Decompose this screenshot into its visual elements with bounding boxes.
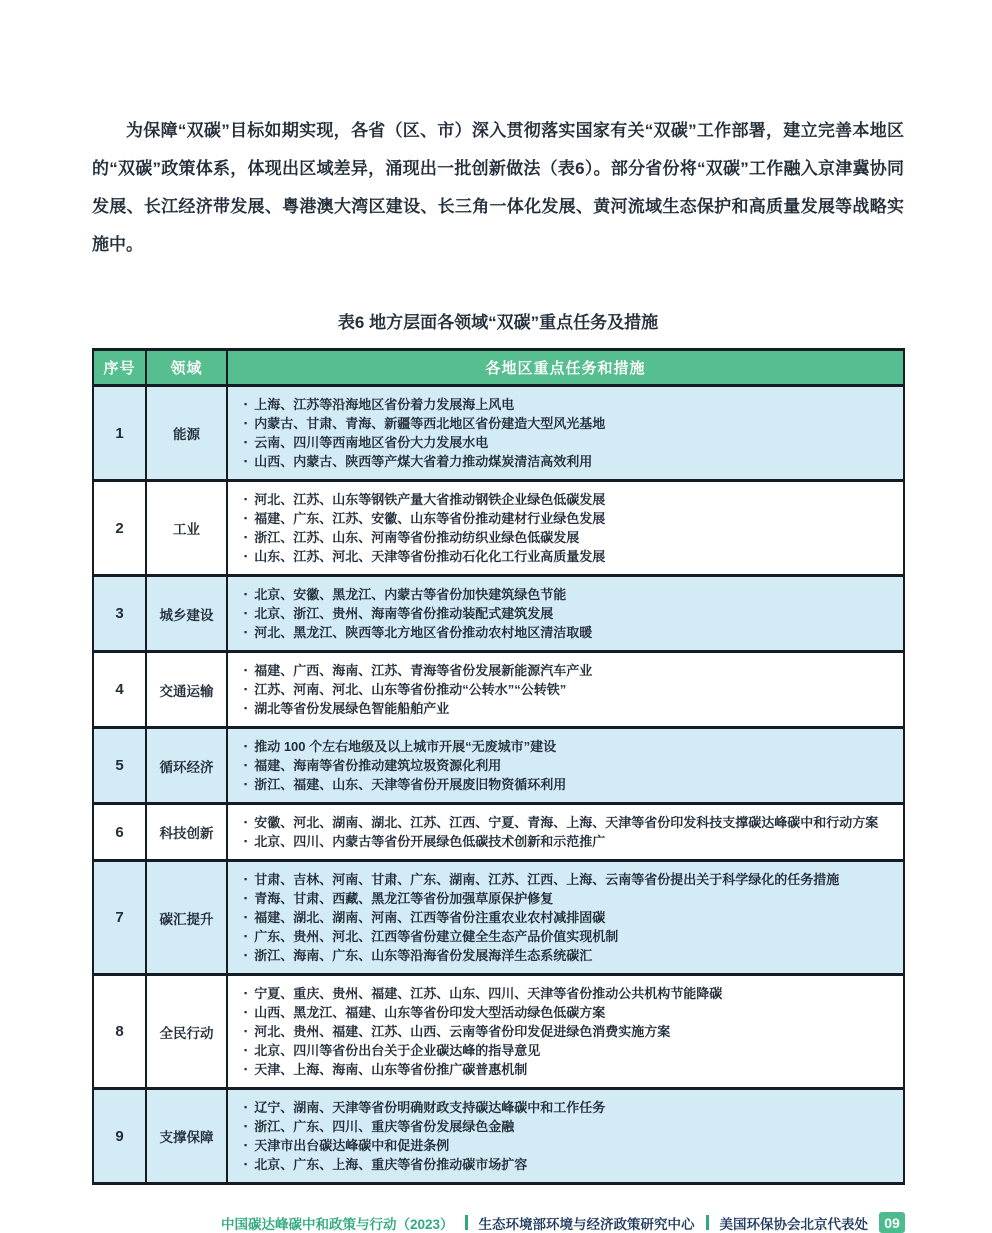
task-text: 河北、江苏、山东等钢铁产量大省推动钢铁企业绿色低碳发展 bbox=[254, 492, 606, 507]
table-header-row bbox=[93, 350, 904, 386]
row-tasks-cell bbox=[227, 481, 904, 576]
bullet-square-icon: ▪ bbox=[244, 703, 248, 713]
task-item bbox=[244, 889, 894, 908]
task-item bbox=[244, 395, 894, 414]
row-field-cell: 碳汇提升 bbox=[146, 861, 227, 975]
bullet-square-icon: ▪ bbox=[244, 608, 248, 618]
task-text: 河北、黑龙江、陕西等北方地区省份推动农村地区清洁取暖 bbox=[254, 625, 593, 640]
row-field-cell: 城乡建设 bbox=[146, 576, 227, 652]
bullet-square-icon: ▪ bbox=[244, 399, 248, 409]
task-item bbox=[244, 433, 894, 452]
row-tasks-cell bbox=[227, 804, 904, 861]
task-item bbox=[244, 699, 894, 718]
task-text: 北京、四川等省份出台关于企业碳达峰的指导意见 bbox=[254, 1043, 541, 1058]
task-item bbox=[244, 1117, 894, 1136]
task-item bbox=[244, 509, 894, 528]
task-item bbox=[244, 680, 894, 699]
bullet-square-icon: ▪ bbox=[244, 817, 248, 827]
table-row bbox=[93, 386, 904, 481]
task-text: 北京、广东、上海、重庆等省份推动碳市场扩容 bbox=[254, 1157, 528, 1172]
task-text: 天津、上海、海南、山东等省份推广碳普惠机制 bbox=[254, 1062, 528, 1077]
task-text: 浙江、广东、四川、重庆等省份发展绿色金融 bbox=[254, 1119, 515, 1134]
task-item bbox=[244, 1022, 894, 1041]
bullet-square-icon: ▪ bbox=[244, 779, 248, 789]
bullet-square-icon: ▪ bbox=[244, 418, 248, 428]
bullet-square-icon: ▪ bbox=[244, 665, 248, 675]
row-tasks-cell bbox=[227, 386, 904, 481]
task-item bbox=[244, 984, 894, 1003]
task-text: 云南、四川等西南地区省份大力发展水电 bbox=[254, 435, 489, 450]
task-text: 北京、安徽、黑龙江、内蒙古等省份加快建筑绿色节能 bbox=[254, 587, 567, 602]
table-row bbox=[93, 728, 904, 804]
bullet-square-icon: ▪ bbox=[244, 931, 248, 941]
bullet-square-icon: ▪ bbox=[244, 1121, 248, 1131]
row-number-cell: 7 bbox=[93, 861, 146, 975]
bullet-square-icon: ▪ bbox=[244, 912, 248, 922]
row-tasks-cell bbox=[227, 576, 904, 652]
column-header-field: 领域 bbox=[146, 350, 227, 386]
table-row bbox=[93, 1089, 904, 1184]
task-text: 安徽、河北、湖南、湖北、江苏、江西、宁夏、青海、上海、天津等省份印发科技支撑碳达峰碳中和行动方案 bbox=[254, 815, 879, 830]
bullet-square-icon: ▪ bbox=[244, 684, 248, 694]
task-list bbox=[229, 578, 902, 649]
task-item bbox=[244, 547, 894, 566]
bullet-square-icon: ▪ bbox=[244, 1102, 248, 1112]
bullet-square-icon: ▪ bbox=[244, 589, 248, 599]
task-item bbox=[244, 1098, 894, 1117]
task-text: 北京、浙江、贵州、海南等省份推动装配式建筑发展 bbox=[254, 606, 554, 621]
task-text: 江苏、河南、河北、山东等省份推动“公转水”“公转铁” bbox=[254, 682, 567, 697]
task-text: 青海、甘肃、西藏、黑龙江等省份加强草原保护修复 bbox=[254, 891, 554, 906]
task-text: 山西、黑龙江、福建、山东等省份印发大型活动绿色低碳方案 bbox=[254, 1005, 606, 1020]
bullet-square-icon: ▪ bbox=[244, 893, 248, 903]
task-text: 内蒙古、甘肃、青海、新疆等西北地区省份建造大型风光基地 bbox=[254, 416, 606, 431]
row-tasks-cell bbox=[227, 861, 904, 975]
row-field-cell: 循环经济 bbox=[146, 728, 227, 804]
row-number-cell: 4 bbox=[93, 652, 146, 728]
task-text: 福建、海南等省份推动建筑垃圾资源化利用 bbox=[254, 758, 502, 773]
task-item bbox=[244, 756, 894, 775]
row-field-cell: 科技创新 bbox=[146, 804, 227, 861]
task-text: 北京、四川、内蒙古等省份开展绿色低碳技术创新和示范推广 bbox=[254, 834, 606, 849]
task-item bbox=[244, 490, 894, 509]
task-text: 山东、江苏、河北、天津等省份推动石化化工行业高质量发展 bbox=[254, 549, 606, 564]
row-tasks-cell bbox=[227, 1089, 904, 1184]
row-number-cell: 2 bbox=[93, 481, 146, 576]
task-item bbox=[244, 661, 894, 680]
table-title: 表6 地方层面各领域“双碳”重点任务及措施 bbox=[337, 313, 659, 332]
task-item bbox=[244, 414, 894, 433]
page-footer bbox=[92, 1212, 905, 1233]
task-text: 福建、广西、海南、江苏、青海等省份发展新能源汽车产业 bbox=[254, 663, 593, 678]
bullet-square-icon: ▪ bbox=[244, 1007, 248, 1017]
bullet-square-icon: ▪ bbox=[244, 513, 248, 523]
task-item bbox=[244, 1003, 894, 1022]
task-list bbox=[229, 977, 902, 1086]
footer-org-policy-center: 生态环境部环境与经济政策研究中心 bbox=[478, 1216, 695, 1232]
bullet-square-icon: ▪ bbox=[244, 532, 248, 542]
footer-org-edf-beijing: 美国环保协会北京代表处 bbox=[719, 1216, 868, 1232]
task-list bbox=[229, 863, 902, 972]
task-text: 浙江、福建、山东、天津等省份开展废旧物资循环利用 bbox=[254, 777, 567, 792]
row-tasks-cell bbox=[227, 728, 904, 804]
task-item bbox=[244, 737, 894, 756]
task-list bbox=[229, 730, 902, 801]
task-item bbox=[244, 927, 894, 946]
task-item bbox=[244, 775, 894, 794]
task-item bbox=[244, 870, 894, 889]
bullet-square-icon: ▪ bbox=[244, 456, 248, 466]
bullet-square-icon: ▪ bbox=[244, 1045, 248, 1055]
task-item bbox=[244, 528, 894, 547]
footer-report-title: 中国碳达峰碳中和政策与行动（2023） bbox=[220, 1216, 454, 1232]
row-field-cell: 交通运输 bbox=[146, 652, 227, 728]
task-text: 宁夏、重庆、贵州、福建、江苏、山东、四川、天津等省份推动公共机构节能降碳 bbox=[254, 986, 723, 1001]
task-item bbox=[244, 813, 894, 832]
task-list bbox=[229, 388, 902, 478]
bullet-square-icon: ▪ bbox=[244, 741, 248, 751]
table-row bbox=[93, 576, 904, 652]
bullet-square-icon: ▪ bbox=[244, 988, 248, 998]
task-item bbox=[244, 585, 894, 604]
task-item bbox=[244, 623, 894, 642]
task-item bbox=[244, 1060, 894, 1079]
row-number-cell: 5 bbox=[93, 728, 146, 804]
task-item bbox=[244, 908, 894, 927]
task-text: 广东、贵州、河北、江西等省份建立健全生态产品价值实现机制 bbox=[254, 929, 619, 944]
bullet-square-icon: ▪ bbox=[244, 1159, 248, 1169]
task-text: 山西、内蒙古、陕西等产煤大省着力推动煤炭清洁高效利用 bbox=[254, 454, 593, 469]
bullet-square-icon: ▪ bbox=[244, 494, 248, 504]
bullet-square-icon: ▪ bbox=[244, 1064, 248, 1074]
bullet-square-icon: ▪ bbox=[244, 1026, 248, 1036]
task-item bbox=[244, 604, 894, 623]
column-header-tasks: 各地区重点任务和措施 bbox=[227, 350, 904, 386]
task-item bbox=[244, 1155, 894, 1174]
task-text: 浙江、江苏、山东、河南等省份推动纺织业绿色低碳发展 bbox=[254, 530, 580, 545]
task-text: 天津市出台碳达峰碳中和促进条例 bbox=[254, 1138, 450, 1153]
task-text: 辽宁、湖南、天津等省份明确财政支持碳达峰碳中和工作任务 bbox=[254, 1100, 606, 1115]
intro-paragraph: 为保障“双碳”目标如期实现，各省（区、市）深入贯彻落实国家有关“双碳”工作部署，建立完善本地区的“双碳”政策体系，体现出区域差异，涌现出一批创新做法（表6）。部分省份将“双碳”工作融入京津冀协同发展、长江经济带发展、粤港澳大湾区建设、长三角一体化发展、黄河流域生态保护和高质量发展等战略实施中。 bbox=[92, 121, 904, 254]
row-field-cell: 全民行动 bbox=[146, 975, 227, 1089]
task-text: 福建、广东、江苏、安徽、山东等省份推动建材行业绿色发展 bbox=[254, 511, 606, 526]
row-number-cell: 3 bbox=[93, 576, 146, 652]
bullet-square-icon: ▪ bbox=[244, 437, 248, 447]
task-item bbox=[244, 452, 894, 471]
task-text: 上海、江苏等沿海地区省份着力发展海上风电 bbox=[254, 397, 515, 412]
row-number-cell: 6 bbox=[93, 804, 146, 861]
task-text: 推动 100 个左右地级及以上城市开展“无废城市”建设 bbox=[254, 739, 557, 754]
task-item bbox=[244, 1041, 894, 1060]
bullet-square-icon: ▪ bbox=[244, 836, 248, 846]
row-number-cell: 8 bbox=[93, 975, 146, 1089]
column-header-no: 序号 bbox=[93, 350, 146, 386]
row-tasks-cell bbox=[227, 975, 904, 1089]
row-field-cell: 工业 bbox=[146, 481, 227, 576]
table-row bbox=[93, 861, 904, 975]
task-list bbox=[229, 806, 902, 858]
row-number-cell: 9 bbox=[93, 1089, 146, 1184]
task-item bbox=[244, 1136, 894, 1155]
task-text: 福建、湖北、湖南、河南、江西等省份注重农业农村减排固碳 bbox=[254, 910, 606, 925]
table-row bbox=[93, 975, 904, 1089]
page-number-badge: 09 bbox=[879, 1212, 905, 1233]
table-row bbox=[93, 652, 904, 728]
task-list bbox=[229, 1091, 902, 1181]
table-row bbox=[93, 804, 904, 861]
task-item bbox=[244, 832, 894, 851]
task-text: 浙江、海南、广东、山东等沿海省份发展海洋生态系统碳汇 bbox=[254, 948, 593, 963]
row-field-cell: 支撑保障 bbox=[146, 1089, 227, 1184]
task-item bbox=[244, 946, 894, 965]
bullet-square-icon: ▪ bbox=[244, 874, 248, 884]
bullet-square-icon: ▪ bbox=[244, 627, 248, 637]
table-body bbox=[93, 386, 904, 1184]
task-text: 甘肃、吉林、河南、甘肃、广东、湖南、江苏、江西、上海、云南等省份提出关于科学绿化的任务措施 bbox=[254, 872, 840, 887]
table-row bbox=[93, 481, 904, 576]
bullet-square-icon: ▪ bbox=[244, 1140, 248, 1150]
row-number-cell: 1 bbox=[93, 386, 146, 481]
policy-table bbox=[92, 348, 905, 1185]
task-text: 河北、贵州、福建、江苏、山西、云南等省份印发促进绿色消费实施方案 bbox=[254, 1024, 671, 1039]
task-list bbox=[229, 483, 902, 573]
bullet-square-icon: ▪ bbox=[244, 760, 248, 770]
task-text: 湖北等省份发展绿色智能船舶产业 bbox=[254, 701, 450, 716]
task-list bbox=[229, 654, 902, 725]
row-field-cell: 能源 bbox=[146, 386, 227, 481]
row-tasks-cell bbox=[227, 652, 904, 728]
bullet-square-icon: ▪ bbox=[244, 950, 248, 960]
bullet-square-icon: ▪ bbox=[244, 551, 248, 561]
